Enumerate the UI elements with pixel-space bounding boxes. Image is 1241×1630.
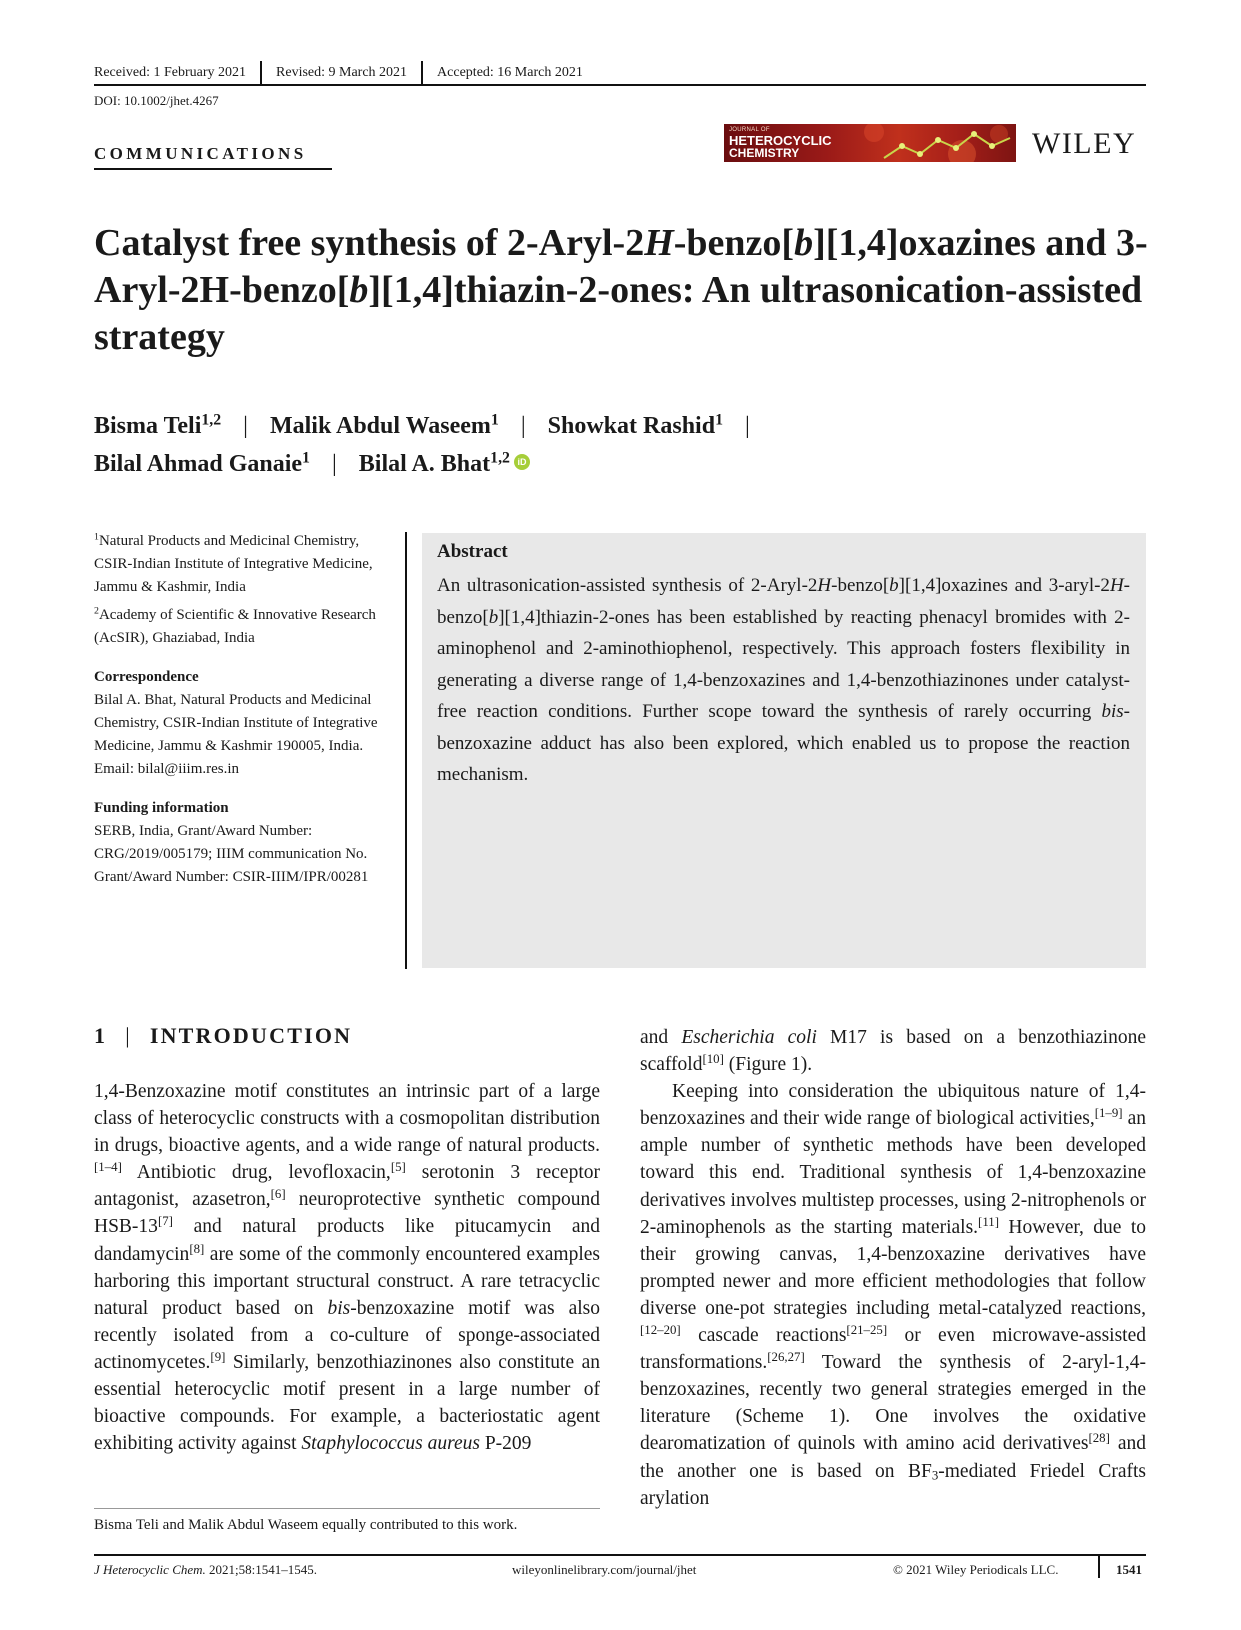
correspondence-email[interactable]: Email: bilal@iiim.res.in xyxy=(94,761,240,777)
article-title: Catalyst free synthesis of 2-Aryl-2H-benzo[b][1,4]oxazines and 3-Aryl-2H-benzo[b][1,4]thiazin-2-ones: An ultrasonication-assisted strategy xyxy=(94,222,1148,358)
doi[interactable]: DOI: 10.1002/jhet.4267 xyxy=(94,93,219,108)
article-meta xyxy=(94,530,394,889)
citation-link[interactable]: [26,27] xyxy=(767,1350,805,1365)
journal-name-line2: HETEROCYCLIC xyxy=(729,133,832,148)
footer-divider xyxy=(1098,1556,1100,1578)
footnote: Bisma Teli and Malik Abdul Waseem equally contributed to this work. xyxy=(94,1517,518,1533)
body-column-right xyxy=(640,1024,1146,1512)
citation-link[interactable]: [1–9] xyxy=(1094,1106,1123,1121)
citation-link[interactable]: [9] xyxy=(210,1349,226,1364)
footer-copyright: © 2021 Wiley Periodicals LLC. xyxy=(893,1562,1059,1577)
journal-logo[interactable] xyxy=(724,124,1016,162)
author[interactable]: Malik Abdul Waseem$^1$ xyxy=(269,411,499,439)
citation-link[interactable]: [12–20] xyxy=(640,1322,681,1337)
citation-link[interactable]: [8] xyxy=(189,1241,205,1256)
correspondence-heading: Correspondence xyxy=(94,669,199,685)
section-label: COMMUNICATIONS xyxy=(94,144,307,163)
revised-date: Revised: 9 March 2021 xyxy=(276,65,408,80)
citation-link[interactable]: [5] xyxy=(390,1160,406,1175)
body-column-left xyxy=(94,1078,600,1457)
orcid-icon[interactable]: iD xyxy=(514,454,530,470)
citation-link[interactable]: [28] xyxy=(1088,1431,1110,1446)
date-divider xyxy=(260,61,262,85)
funding-text: SERB, India, Grant/Award Number: CRG/2019/005179; IIIM communication No. Grant/Award Number: CSIR-IIIM/IPR/00281 xyxy=(94,823,369,885)
date-divider xyxy=(421,61,423,85)
footer-url[interactable]: wileyonlinelibrary.com/journal/jhet xyxy=(512,1562,697,1577)
paragraph: Keeping into consideration the ubiquitous nature of 1,4-benzoxazines and their wide range of biological activities,[1–9] an ample number of synthetic methods have been developed toward this end. Traditional synthesis of 1,4-benzoxazine derivatives involves multistep processes, using 2-nitrophenols or 2-aminophenols as the starting materials.[11] However, due to their growing canvas, 1,4-benzoxazine derivatives have prompted newer and more efficient methodologies that follow diverse one-pot strategies including metal-catalyzed reactions,[12–20] cascade reactions[21–25] or even microwave-assisted transformations.[26,27] Toward the synthesis of 2-aryl-1,4-benzoxazines, recently two general strategies emerged in the literature (Scheme 1). One involves the oxidative dearomatization of quinols with amino acid derivatives[28] and the another one is based on $BF_3$-mediated Friedel Crafts arylation xyxy=(640,1081,1147,1509)
paragraph: 1,4-Benzoxazine motif constitutes an intrinsic part of a large class of heterocyclic constructs with a cosmopolitan distribution in drugs, bioactive agents, and a wide range of natural products.[1–4] Antibiotic drug, levofloxacin,[5] serotonin 3 receptor antagonist, azasetron,[6] neuroprotective synthetic compound HSB-13[7] and natural products like pitucamycin and dandamycin[8] are some of the commonly encountered examples harboring this important structural construct. A rare tetracyclic natural product based on bis-benzoxazine motif was also recently isolated from a co-culture of sponge-associated actinomycetes.[9] Similarly, benzothiazinones also constitute an essential heterocyclic motif present in a large number of bioactive compounds. For example, a bacteriostatic agent exhibiting activity against Staphylococcus aureus P-209 xyxy=(94,1081,600,1455)
section-underline xyxy=(94,168,332,170)
correspondence-text: Bilal A. Bhat, Natural Products and Medicinal Chemistry, CSIR-Indian Institute of Integrative Medicine, Jammu & Kashmir 190005, India. xyxy=(94,692,378,754)
author[interactable]: Bisma Teli$^{1,2}$ xyxy=(94,411,222,439)
header-rule xyxy=(94,84,1146,86)
author-list: Bisma Teli$^{1,2}$ | Malik Abdul Waseem$^1$ | Showkat Rashid$^1$ | Bilal Ahmad Ganaie$^1$ | Bilal A. Bhat$^{1,2}$ iD xyxy=(94,411,750,477)
citation-link[interactable]: [10] xyxy=(702,1052,724,1067)
abstract-text: An ultrasonication-assisted synthesis of 2-Aryl-2H-benzo[b][1,4]oxazines and 3-aryl-2H-benzo[b][1,4]thiazin-2-ones has been established by reacting phenacyl bromides with 2-aminophenol and 2-aminothiophenol, respectively. This approach fosters flexibility in generating a diverse range of 1,4-benzoxazines and 1,4-benzothiazinones under catalyst-free reaction conditions. Further scope toward the synthesis of rarely occurring bis-benzoxazine adduct has also been explored, which enabled us to propose the reaction mechanism. xyxy=(437,575,1130,785)
page-number: 1541 xyxy=(1116,1562,1142,1577)
affiliation: $^2$Academy of Scientific & Innovative Research (AcSIR), Ghaziabad, India xyxy=(94,605,376,646)
citation-link[interactable]: [6] xyxy=(270,1187,286,1202)
footer-rule xyxy=(94,1554,1146,1556)
funding-heading: Funding information xyxy=(94,800,229,816)
paragraph: and Escherichia coli M17 is based on a benzothiazinone scaffold[10] (Figure 1). xyxy=(640,1027,1147,1076)
author[interactable]: Showkat Rashid$^1$ xyxy=(547,411,723,439)
citation-link[interactable]: [21–25] xyxy=(846,1322,888,1337)
footnote-rule xyxy=(94,1508,600,1509)
publisher-logo[interactable]: WILEY xyxy=(1032,127,1137,160)
author[interactable]: Bilal Ahmad Ganaie$^1$ xyxy=(94,449,310,477)
footer-citation: J Heterocyclic Chem. 2021;58:1541–1545. xyxy=(94,1562,318,1577)
received-date: Received: 1 February 2021 xyxy=(94,65,247,80)
journal-name-line3: CHEMISTRY xyxy=(729,146,800,160)
citation-link[interactable]: [11] xyxy=(978,1214,999,1229)
article-dates xyxy=(94,61,583,85)
accepted-date: Accepted: 16 March 2021 xyxy=(437,65,583,80)
citation-link[interactable]: [1–4] xyxy=(94,1160,122,1175)
abstract-heading: Abstract xyxy=(437,541,508,562)
affiliation: $^1$Natural Products and Medicinal Chemistry, CSIR-Indian Institute of Integrative Medicine, Jammu & Kashmir, India xyxy=(94,531,373,595)
journal-name-line1: JOURNAL OF xyxy=(729,127,770,133)
section-heading-introduction: 1 | INTRODUCTION xyxy=(94,1023,353,1048)
author[interactable]: Bilal A. Bhat$^{1,2}$ xyxy=(358,449,510,477)
column-divider xyxy=(405,532,407,969)
citation-link[interactable]: [7] xyxy=(157,1214,173,1229)
